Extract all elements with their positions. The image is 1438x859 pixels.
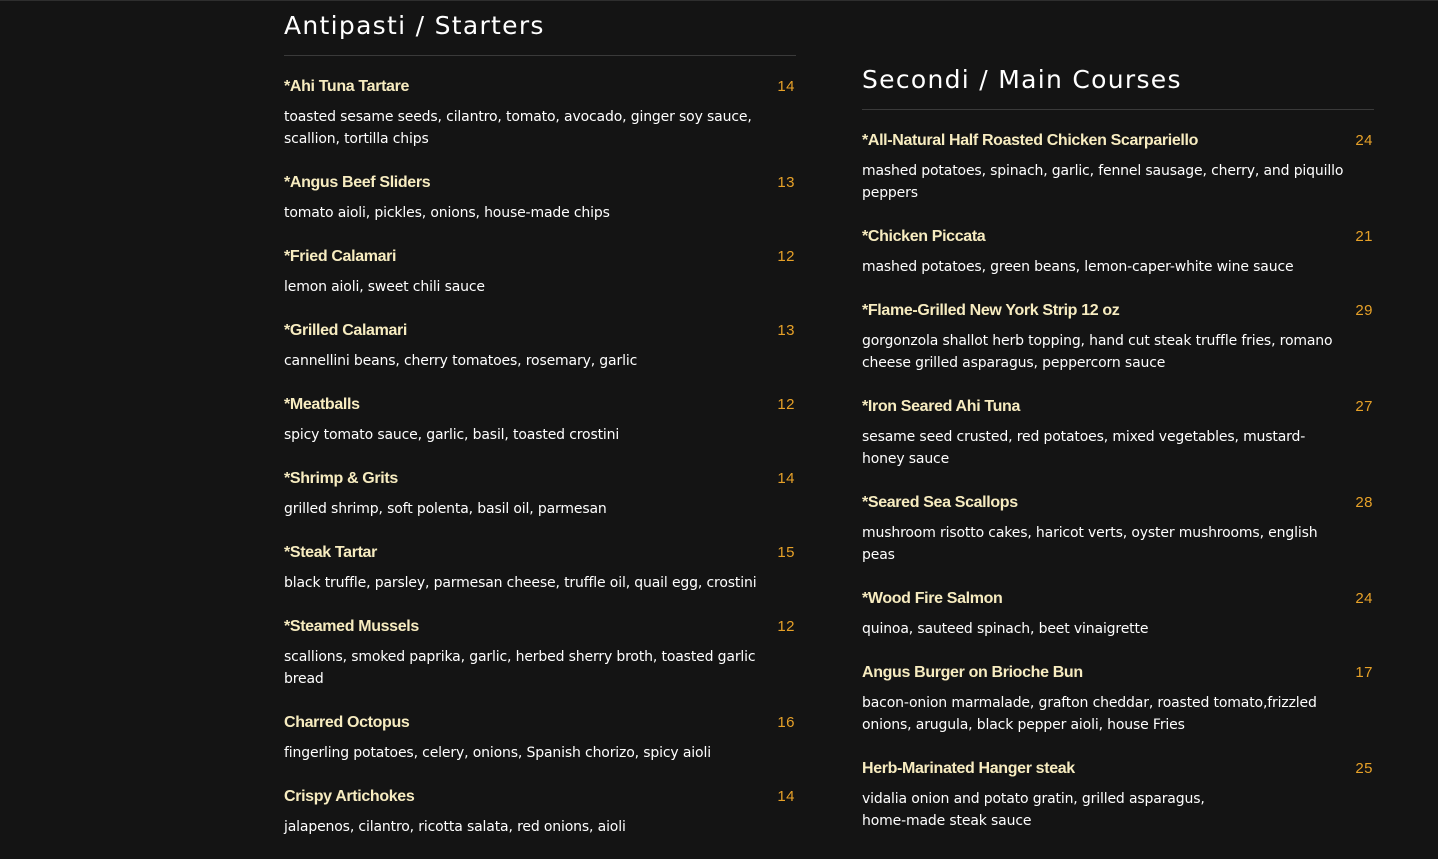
item-name: *Angus Beef Sliders bbox=[284, 174, 431, 191]
item-price: 14 bbox=[777, 470, 795, 487]
menu-item bbox=[862, 758, 1374, 832]
menu-item bbox=[862, 588, 1374, 640]
item-price: 14 bbox=[777, 78, 795, 95]
item-description: tomato aioli, pickles, onions, house-made chips bbox=[284, 205, 610, 221]
starters-section bbox=[284, 10, 796, 859]
item-name: Crispy Artichokes bbox=[284, 788, 415, 805]
item-price: 13 bbox=[777, 174, 795, 191]
menu-item bbox=[284, 468, 796, 520]
item-name: *Fried Calamari bbox=[284, 248, 397, 265]
item-name: *Wood Fire Salmon bbox=[862, 590, 1003, 607]
item-description: lemon aioli, sweet chili sauce bbox=[284, 279, 485, 295]
item-description: cannellini beans, cherry tomatoes, rosemary, garlic bbox=[284, 353, 638, 369]
item-price: 17 bbox=[1355, 664, 1373, 681]
item-name: *Ahi Tuna Tartare bbox=[284, 78, 410, 95]
mains-section bbox=[862, 64, 1374, 854]
item-price: 25 bbox=[1355, 760, 1373, 777]
menu-item bbox=[284, 76, 796, 150]
menu-item bbox=[284, 542, 796, 594]
menu-item bbox=[284, 786, 796, 838]
menu-item bbox=[862, 300, 1374, 374]
menu-item bbox=[284, 712, 796, 764]
item-name: *Iron Seared Ahi Tuna bbox=[862, 398, 1021, 415]
item-name: *Grilled Calamari bbox=[284, 322, 407, 339]
item-description: toasted sesame seeds, cilantro, tomato, avocado, ginger soy sauce, scallion, tortilla chips bbox=[284, 109, 752, 147]
item-description: scallions, smoked paprika, garlic, herbed sherry broth, toasted garlic bread bbox=[284, 649, 756, 687]
menu-item bbox=[284, 394, 796, 446]
item-name: Herb-Marinated Hanger steak bbox=[862, 760, 1075, 777]
item-name: *Chicken Piccata bbox=[862, 228, 986, 245]
item-name: *Steak Tartar bbox=[284, 544, 377, 561]
item-description: grilled shrimp, soft polenta, basil oil, parmesan bbox=[284, 501, 607, 517]
item-name: Angus Burger on Brioche Bun bbox=[862, 664, 1083, 681]
item-price: 29 bbox=[1355, 302, 1373, 319]
menu-item bbox=[862, 492, 1374, 566]
item-name: *All-Natural Half Roasted Chicken Scarpariello bbox=[862, 132, 1199, 149]
item-description: black truffle, parsley, parmesan cheese, truffle oil, quail egg, crostini bbox=[284, 575, 757, 591]
menu-item bbox=[284, 616, 796, 690]
item-price: 14 bbox=[777, 788, 795, 805]
item-name: *Meatballs bbox=[284, 396, 360, 413]
item-name: *Shrimp & Grits bbox=[284, 470, 398, 487]
section-title-starters: Antipasti / Starters bbox=[284, 11, 545, 40]
item-description: sesame seed crusted, red potatoes, mixed vegetables, mustard- honey sauce bbox=[862, 429, 1306, 467]
item-price: 27 bbox=[1355, 398, 1373, 415]
item-description: quinoa, sauteed spinach, beet vinaigrette bbox=[862, 621, 1149, 637]
item-description: jalapenos, cilantro, ricotta salata, red onions, aioli bbox=[284, 819, 626, 835]
item-name: *Steamed Mussels bbox=[284, 618, 419, 635]
item-price: 12 bbox=[777, 396, 795, 413]
item-description: bacon-onion marmalade, grafton cheddar, roasted tomato,frizzled onions, arugula, black pepper aioli, house Fries bbox=[862, 695, 1317, 733]
item-description: gorgonzola shallot herb topping, hand cut steak truffle fries, romano cheese grilled asparagus, peppercorn sauce bbox=[862, 333, 1333, 371]
menu-item bbox=[862, 396, 1374, 470]
item-price: 24 bbox=[1355, 132, 1373, 149]
section-title-mains: Secondi / Main Courses bbox=[862, 65, 1182, 94]
item-description: fingerling potatoes, celery, onions, Spanish chorizo, spicy aioli bbox=[284, 745, 711, 761]
menu-item bbox=[284, 172, 796, 224]
item-description: vidalia onion and potato gratin, grilled asparagus, home-made steak sauce bbox=[862, 791, 1205, 829]
item-price: 15 bbox=[777, 544, 795, 561]
item-description: mashed potatoes, green beans, lemon-caper-white wine sauce bbox=[862, 259, 1294, 275]
item-price: 28 bbox=[1355, 494, 1373, 511]
menu-item bbox=[284, 320, 796, 372]
item-price: 21 bbox=[1355, 228, 1373, 245]
item-price: 12 bbox=[777, 618, 795, 635]
item-name: Charred Octopus bbox=[284, 714, 410, 731]
item-price: 24 bbox=[1355, 590, 1373, 607]
item-description: mashed potatoes, spinach, garlic, fennel sausage, cherry, and piquillo peppers bbox=[862, 163, 1344, 201]
menu-item bbox=[862, 226, 1374, 278]
item-price: 12 bbox=[777, 248, 795, 265]
starters-list bbox=[284, 56, 796, 838]
item-price: 16 bbox=[777, 714, 795, 731]
item-price: 13 bbox=[777, 322, 795, 339]
menu-item bbox=[284, 246, 796, 298]
item-name: *Seared Sea Scallops bbox=[862, 494, 1018, 511]
item-description: mushroom risotto cakes, haricot verts, oyster mushrooms, english peas bbox=[862, 525, 1318, 563]
item-description: spicy tomato sauce, garlic, basil, toasted crostini bbox=[284, 427, 620, 443]
menu-item bbox=[862, 130, 1374, 204]
item-name: *Flame-Grilled New York Strip 12 oz bbox=[862, 302, 1120, 319]
mains-list bbox=[862, 110, 1374, 832]
menu-item bbox=[862, 662, 1374, 736]
